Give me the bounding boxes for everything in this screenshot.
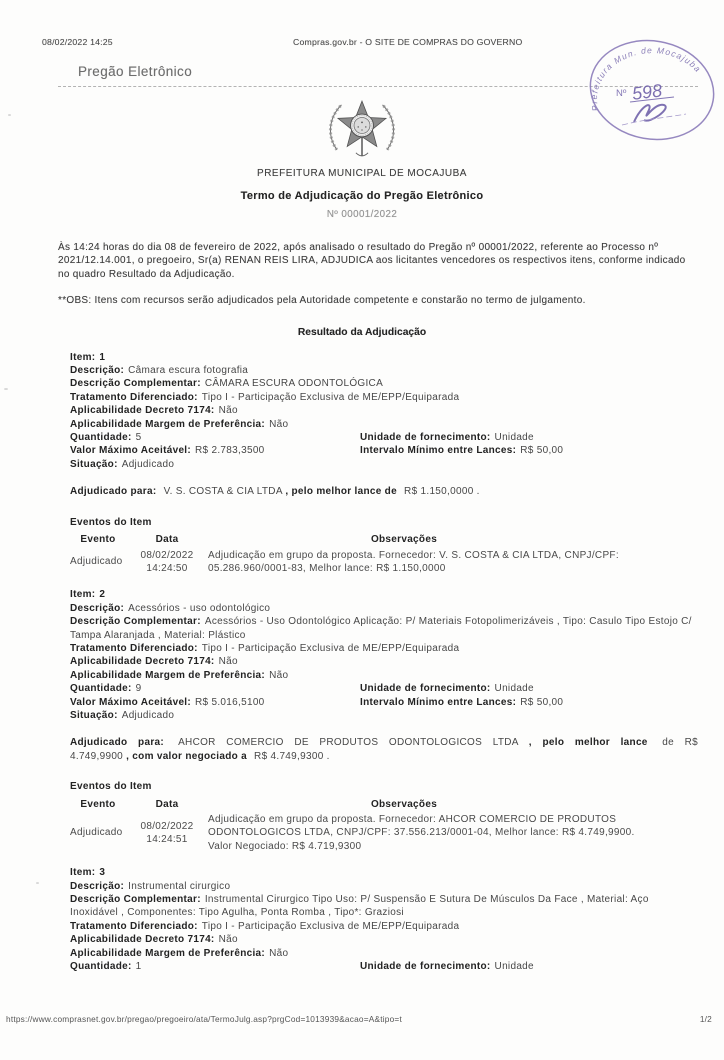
field-value: Não [218,934,238,946]
event-obs-line: Adjudicação em grupo da proposta. Fornecedor: AHCOR COMERCIO DE PRODUTOS [208,814,617,825]
award-bold: , pelo melhor lance de [285,486,397,498]
events-col-data: Data [155,534,179,546]
emblem-container [320,95,404,165]
footer-page-number: 1/2 [699,1014,712,1024]
field-value: Não [269,947,289,959]
event-obs-line: ODONTOLOGICOS LTDA, CNPJ/CPF: 37.556.213/0001-04, Melhor lance: R$ 4.749,9900. [208,827,635,839]
events-section [70,516,698,576]
field-value: Câmara escura fotografia [128,365,249,377]
event-obs-line: Valor Negociado: R$ 4.719,9300 [208,840,362,852]
field-label: Descrição: [70,602,125,614]
events-col-data: Data [155,798,179,810]
event-name: Adjudicado [70,556,123,568]
section-title: Pregão Eletrônico [78,64,193,79]
field-value: Unidade [494,961,534,973]
scan-artifact [8,114,11,116]
item-number: 3 [99,867,106,879]
events-table [70,798,698,854]
field-label: Descrição Complementar: [70,378,201,390]
stamp-arc-text: Prefeitura Mun. de Mocajuba [588,45,704,112]
award-text: R$ 1.150,0000 . [400,486,480,498]
award-bold: , pelo melhor lance [528,737,648,749]
field-label: Valor Máximo Aceitável: [70,696,192,708]
document-title: Termo de Adjudicação do Pregão Eletrônico [240,190,484,202]
field-label: Unidade de fornecimento: [360,961,491,973]
field-value: Tipo I - Participação Exclusiva de ME/EPP/Equiparada [201,642,460,654]
field-value: CÂMARA ESCURA ODONTOLÓGICA [204,378,384,390]
field-label: Quantidade: [70,683,132,695]
field-label: Aplicabilidade Decreto 7174: [70,656,215,668]
award-line [70,485,698,498]
field-value: 5 [135,432,142,444]
event-time: 14:24:51 [146,834,188,846]
field-value: Tipo I - Participação Exclusiva de ME/EPP/Equiparada [201,391,460,403]
field-label: Aplicabilidade Decreto 7174: [70,934,215,946]
field-value: Unidade [494,683,534,695]
field-label: Descrição Complementar: [70,894,201,906]
field-value: Não [269,418,289,430]
award-text: V. S. COSTA & CIA LTDA [160,486,286,498]
field-value: Não [269,669,289,681]
item-block-2 [70,588,698,853]
events-col-evento: Evento [80,798,116,810]
field-label: Descrição: [70,365,125,377]
field-label: Intervalo Mínimo entre Lances: [360,696,517,708]
item-number-label: Item: [70,589,96,601]
field-value: 9 [135,683,142,695]
field-label: Aplicabilidade Margem de Preferência: [70,947,266,959]
field-label: Situação: [70,709,118,721]
scan-artifact [36,882,39,884]
events-title: Eventos do Item [70,781,152,793]
print-datetime: 08/02/2022 14:25 [42,37,113,47]
item-number: 2 [99,589,106,601]
field-label: Aplicabilidade Margem de Preferência: [70,418,266,430]
stamp-graphic [584,38,720,146]
field-value: Acessórios - Uso Odontológico Aplicação: P/ Materiais Fotopolimerizáveis , Tipo: Casulo Tipo Estojo C/ Tampa Alaranjada , Material: Plástico [70,616,692,641]
item-number-label: Item: [70,867,96,879]
field-value: Tipo I - Participação Exclusiva de ME/EPP/Equiparada [201,920,460,932]
award-bold: Adjudicado para: [70,737,165,749]
item-block-3 [70,866,698,973]
item-number: 1 [99,351,106,363]
field-value: Unidade [494,432,534,444]
events-table [70,533,698,575]
item-number-label: Item: [70,351,96,363]
print-footer [6,1014,712,1024]
field-value: Instrumental Cirurgico Tipo Uso: P/ Suspensão E Sutura De Músculos Da Face , Material: Aço Inoxidável , Componentes: Tipo Agulha, Ponta Romba , Tipo*: Graziosi [70,894,649,919]
award-bold: , com valor negociado a [126,750,247,762]
field-value: Não [218,656,238,668]
events-col-observacoes: Observações [370,798,438,810]
site-title: Compras.gov.br - O SITE DE COMPRAS DO GOVERNO [293,37,523,47]
stamp-number-handwritten: 598 [630,80,664,104]
award-line [70,736,698,763]
result-heading: Resultado da Adjudicação [297,326,427,338]
obs-note: **OBS: Itens com recursos serão adjudicados pela Autoridade competente e constarão no termo de julgamento. [58,295,586,307]
footer-url: https://www.comprasnet.gov.br/pregao/pregoeiro/ata/TermoJulg.asp?prgCod=1013939&acao=A&tipo=t [6,1014,402,1024]
organization-name: PREFEITURA MUNICIPAL DE MOCAJUBA [257,168,467,179]
field-label: Intervalo Mínimo entre Lances: [360,445,517,457]
field-label: Aplicabilidade Decreto 7174: [70,405,215,417]
brazil-coat-of-arms-icon [320,95,404,165]
field-value: R$ 5.016,5100 [195,696,265,708]
field-label: Aplicabilidade Margem de Preferência: [70,669,266,681]
field-value: Não [218,405,238,417]
event-datetime [134,549,200,576]
field-label: Descrição: [70,880,125,892]
field-label: Situação: [70,458,118,470]
field-label: Unidade de fornecimento: [360,683,491,695]
field-value: Instrumental cirurgico [128,880,231,892]
event-time: 14:24:50 [146,562,188,574]
intro-paragraph: Às 14:24 horas do dia 08 de fevereiro de 2022, após analisado o resultado do Pregão nº 00001/2022, referente ao Processo nº 2021/12.14.001, o pregoeiro, Sr(a) RENAN REIS LIRA, ADJUDICA aos licitantes vencedores os respectivos itens, conforme indicado no quadro Resultado da Adjudicação. [58,242,686,280]
scan-artifact [4,388,8,390]
document-number: Nº 00001/2022 [326,209,398,220]
event-observations [208,813,698,853]
field-value: R$ 50,00 [520,445,564,457]
award-text: de R$ [651,737,699,749]
field-value: Acessórios - uso odontológico [128,602,271,614]
field-label: Unidade de fornecimento: [360,432,491,444]
event-obs-line: 05.286.960/0001-83, Melhor lance: R$ 1.150,0000 [208,562,446,574]
event-name: Adjudicado [70,827,123,839]
events-col-observacoes: Observações [370,534,438,546]
field-label: Tratamento Diferenciado: [70,642,198,654]
event-obs-line: Adjudicação em grupo da proposta. Fornecedor: V. S. COSTA & CIA LTDA, CNPJ/CPF: [208,549,619,561]
field-label: Tratamento Diferenciado: [70,920,198,932]
field-value: Adjudicado [121,709,175,721]
events-section [70,780,698,853]
field-label: Tratamento Diferenciado: [70,391,198,403]
event-datetime [134,820,200,847]
field-label: Quantidade: [70,961,132,973]
award-text: R$ 4.749,9300 . [250,750,330,762]
field-value: 1 [135,961,142,973]
events-col-evento: Evento [80,534,116,546]
event-date: 08/02/2022 [140,820,194,832]
field-label: Valor Máximo Aceitável: [70,445,192,457]
scanned-document-page [0,36,724,1060]
item-block-1 [70,351,698,576]
field-value: R$ 50,00 [520,696,564,708]
field-label: Descrição Complementar: [70,616,201,628]
events-title: Eventos do Item [70,516,152,528]
stamp-number-label: Nº [616,88,627,99]
award-text: AHCOR COMERCIO DE PRODUTOS ODONTOLOGICOS LTDA [168,737,529,749]
event-date: 08/02/2022 [140,549,194,561]
award-bold: Adjudicado para: [70,486,157,498]
field-value: Adjudicado [121,458,175,470]
field-label: Quantidade: [70,432,132,444]
event-observations [208,549,698,576]
award-text: 4.749,9900 [70,750,127,762]
municipal-stamp [584,38,720,146]
field-value: R$ 2.783,3500 [195,445,265,457]
